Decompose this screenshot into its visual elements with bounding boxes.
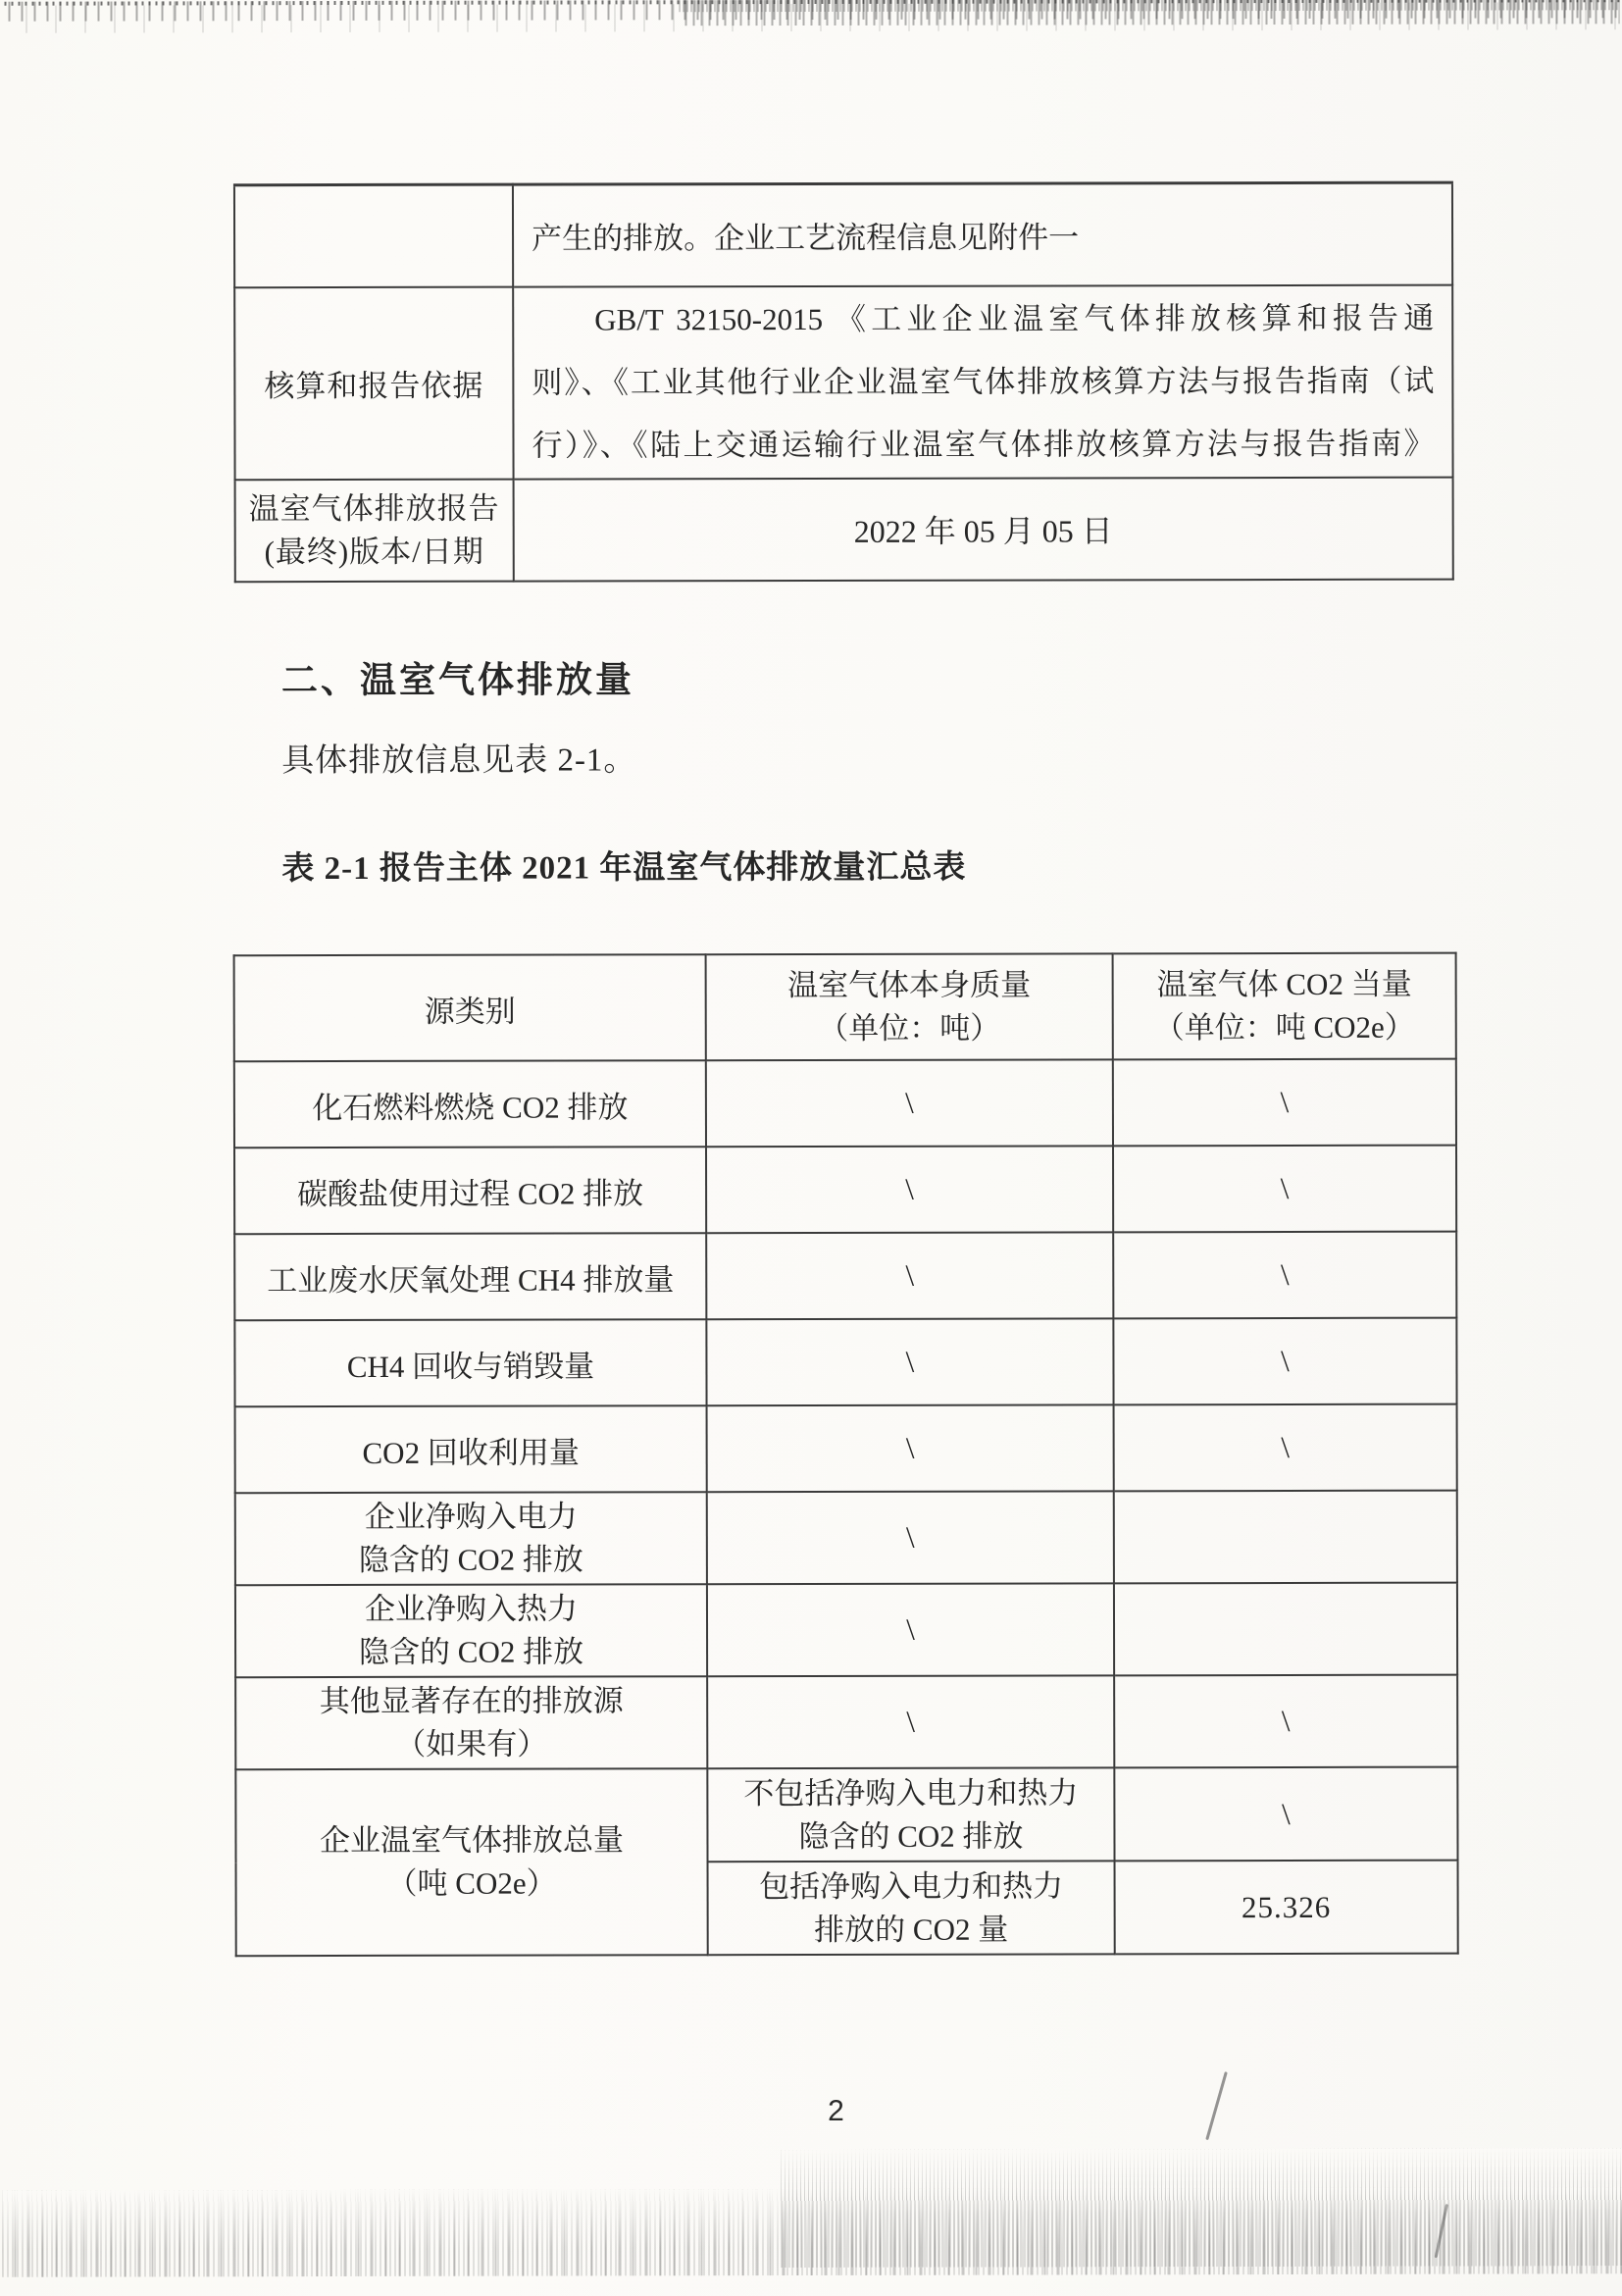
emission-summary-table bbox=[233, 952, 1459, 1958]
header-source-category: 源类别 bbox=[234, 954, 706, 1061]
cell-co2e: \ bbox=[1113, 1146, 1456, 1233]
header-co2e-line-2: （单位：吨 CO2e） bbox=[1153, 1009, 1415, 1046]
label-line-1: 企业净购入电力 bbox=[364, 1499, 578, 1534]
version-label-line-2: (最终)版本/日期 bbox=[264, 534, 484, 569]
desc-line-1: 不包括净购入电力和热力 bbox=[743, 1774, 1079, 1811]
version-label-line-1: 温室气体排放报告 bbox=[248, 490, 500, 526]
cell-co2e: \ bbox=[1114, 1675, 1457, 1768]
info-value-basis bbox=[513, 284, 1452, 479]
cell-mass: \ bbox=[706, 1318, 1113, 1405]
label-line-1: 企业净购入热力 bbox=[364, 1591, 579, 1626]
cell-mass: \ bbox=[707, 1583, 1114, 1676]
total-label-line-2: （吨 CO2e） bbox=[386, 1865, 557, 1901]
header-gas-mass-line-2: （单位：吨） bbox=[818, 1010, 1001, 1046]
info-label-empty bbox=[234, 184, 513, 287]
cell-mass: \ bbox=[707, 1675, 1114, 1768]
row-total-excluding bbox=[235, 1767, 1457, 1863]
row-wastewater-ch4 bbox=[234, 1232, 1456, 1321]
cell-label: 化石燃料燃烧 CO2 排放 bbox=[234, 1060, 706, 1148]
cell-label: CH4 回收与销毁量 bbox=[234, 1319, 706, 1406]
header-gas-mass-line-1: 温室气体本身质量 bbox=[787, 967, 1032, 1003]
label-line-1: 其他显著存在的排放源 bbox=[319, 1683, 624, 1719]
label-line-2: 隐含的 CO2 排放 bbox=[358, 1634, 584, 1669]
row-co2-recovery bbox=[235, 1404, 1457, 1494]
row-net-heat bbox=[235, 1583, 1457, 1678]
info-row-version-date bbox=[235, 477, 1453, 582]
row-ch4-recovery bbox=[234, 1318, 1456, 1407]
scan-noise-bottom bbox=[2, 2187, 1622, 2276]
cell-co2e bbox=[1114, 1583, 1457, 1676]
info-label-version bbox=[235, 479, 514, 582]
row-carbonate-co2 bbox=[234, 1146, 1456, 1235]
page-number: 2 bbox=[828, 2094, 844, 2127]
basis-line-3: 行）》、《陆上交通运输行业温室气体排放核算方法与报告指南》 bbox=[532, 426, 1435, 463]
cell-mass: \ bbox=[707, 1491, 1114, 1584]
cell-co2e bbox=[1114, 1491, 1457, 1584]
cell-label bbox=[235, 1492, 707, 1585]
section-body-text: 具体排放信息见表 2-1。 bbox=[281, 742, 637, 780]
cell-co2e: \ bbox=[1114, 1404, 1457, 1492]
info-value-process: 产生的排放。企业工艺流程信息见附件一 bbox=[513, 182, 1452, 286]
cell-label bbox=[235, 1584, 707, 1677]
info-row-process bbox=[234, 182, 1452, 287]
cell-mass: \ bbox=[706, 1146, 1113, 1233]
cell-total-value: 25.326 bbox=[1115, 1861, 1458, 1955]
header-gas-mass bbox=[706, 953, 1113, 1060]
emission-header-row bbox=[234, 953, 1456, 1062]
info-label-basis: 核算和报告依据 bbox=[234, 286, 513, 480]
cell-total-desc bbox=[707, 1767, 1114, 1862]
cell-label: 碳酸盐使用过程 CO2 排放 bbox=[234, 1147, 706, 1234]
report-info-table bbox=[233, 181, 1454, 583]
desc-line-1: 包括净购入电力和热力 bbox=[759, 1867, 1064, 1904]
row-fossil-fuel-co2 bbox=[234, 1059, 1456, 1148]
desc-line-2: 隐含的 CO2 排放 bbox=[798, 1818, 1024, 1854]
cell-co2e: \ bbox=[1113, 1318, 1456, 1405]
cell-label: CO2 回收利用量 bbox=[235, 1405, 707, 1493]
basis-line-1: GB/T 32150-2015 《工业企业温室气体排放核算和报告通 bbox=[594, 300, 1435, 336]
cell-co2e: \ bbox=[1113, 1059, 1456, 1147]
cell-total-label bbox=[235, 1768, 707, 1956]
desc-line-2: 排放的 CO2 量 bbox=[814, 1912, 1009, 1947]
info-value-date: 2022 年 05 月 05 日 bbox=[514, 477, 1453, 581]
basis-line-2: 则》、《工业其他行业企业温室气体排放核算方法与报告指南（试 bbox=[532, 363, 1435, 400]
cell-co2e: \ bbox=[1113, 1232, 1456, 1319]
header-co2e bbox=[1113, 953, 1456, 1060]
row-other-sources bbox=[235, 1675, 1457, 1770]
cell-label bbox=[235, 1676, 707, 1769]
cell-label: 工业废水厌氧处理 CH4 排放量 bbox=[234, 1233, 706, 1320]
info-row-basis bbox=[234, 284, 1452, 480]
row-net-electricity bbox=[235, 1491, 1457, 1586]
cell-mass: \ bbox=[706, 1059, 1113, 1147]
cell-total-desc bbox=[708, 1861, 1115, 1955]
label-line-2: 隐含的 CO2 排放 bbox=[358, 1542, 583, 1577]
section-heading: 二、温室气体排放量 bbox=[280, 660, 635, 702]
cell-mass: \ bbox=[706, 1232, 1113, 1319]
total-label-line-1: 企业温室气体排放总量 bbox=[319, 1822, 625, 1859]
scan-streak-mark bbox=[1205, 2071, 1228, 2140]
table-caption: 表 2-1 报告主体 2021 年温室气体排放量汇总表 bbox=[281, 849, 967, 888]
label-line-2: （如果有） bbox=[395, 1726, 548, 1761]
header-co2e-line-1: 温室气体 CO2 当量 bbox=[1156, 966, 1412, 1002]
cell-mass: \ bbox=[707, 1404, 1114, 1492]
scan-noise-top bbox=[0, 0, 1620, 37]
cell-total-value: \ bbox=[1114, 1767, 1457, 1862]
